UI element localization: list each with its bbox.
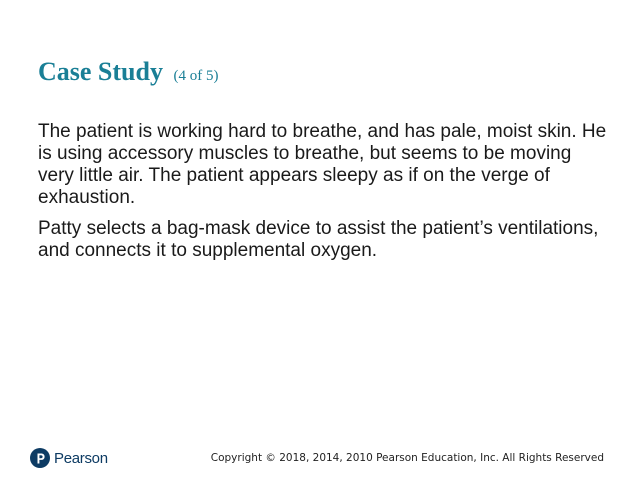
body-paragraph-2: Patty selects a bag-mask device to assist the patient’s ventilations, and connects it to supplemental oxygen. — [38, 218, 599, 261]
title-suffix: (4 of 5) — [173, 68, 219, 84]
slide-title — [38, 57, 218, 91]
title-text: Case Study — [38, 57, 163, 86]
slide-body — [38, 121, 608, 271]
copyright-text: Copyright © 2018, 2014, 2010 Pearson Education, Inc. All Rights Reserved — [210, 452, 604, 464]
body-paragraph-1: The patient is working hard to breathe, and has pale, moist skin. He is using accessory muscles to breathe, but seems to be moving very little air. The patient appears sleepy as if on the verge of exhaustion. — [38, 121, 607, 208]
pearson-logo — [30, 446, 108, 470]
logo-wordmark: Pearson — [54, 449, 108, 467]
pearson-logo-icon — [30, 448, 50, 468]
